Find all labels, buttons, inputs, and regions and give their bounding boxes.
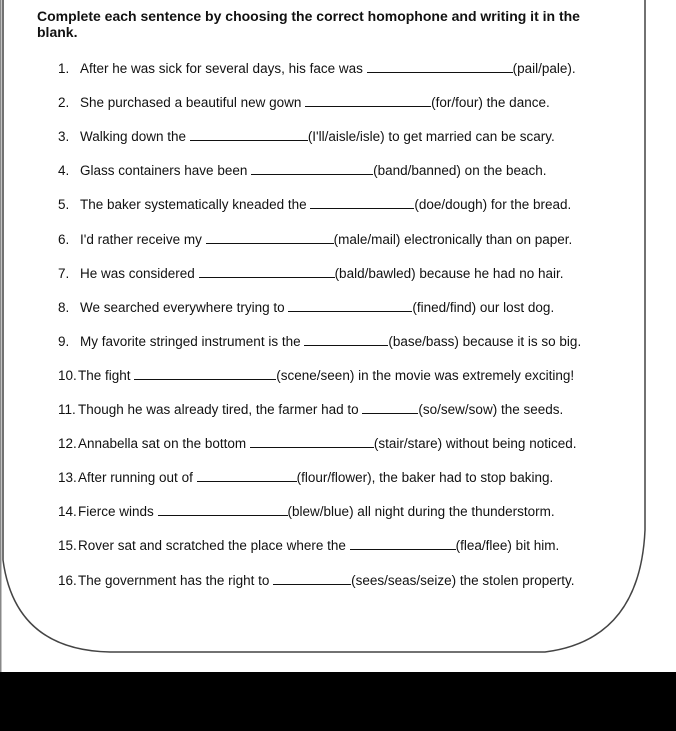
question-number: 12. [58,436,77,452]
question-item [58,299,554,316]
question-number: 9. [58,333,70,349]
question-item [58,503,555,520]
question-number: 10. [58,367,77,383]
homophone-choices: (I'll/aisle/isle) to get married can be scary. [307,129,555,145]
question-item [58,537,559,554]
question-text: After he was sick for several days, his face was [80,61,367,76]
homophone-choices: (male/mail) electronically than on paper. [333,231,573,247]
answer-blank[interactable] [158,503,288,516]
answer-blank[interactable] [190,128,308,141]
question-text: Rover sat and scratched the place where the [78,538,350,554]
question-text: Glass containers have been [80,163,252,179]
question-text: I'd rather receive my [80,231,206,247]
question-item [58,231,572,248]
homophone-choices: (doe/dough) for the bread. [414,197,572,213]
question-item [58,333,581,350]
homophone-choices: (fined/find) our lost dog. [412,299,555,315]
homophone-choices: (for/four) the dance. [431,95,550,111]
question-number: 11. [58,402,76,417]
question-item [58,401,563,418]
question-text: After running out of [78,470,197,486]
homophone-choices: (scene/seen) in the movie was extremely exciting! [276,367,575,383]
homophone-choices: (pail/pale). [512,61,576,76]
question-item [58,367,574,384]
question-number: 7. [58,265,70,281]
question-item [58,265,563,282]
question-item [58,572,574,589]
answer-blank[interactable] [350,537,456,550]
question-number: 8. [58,299,70,315]
homophone-choices: (stair/stare) without being noticed. [373,436,577,452]
question-item [58,128,555,145]
answer-blank[interactable] [310,196,414,209]
homophone-choices: (bald/bawled) because he had no hair. [334,265,564,281]
question-number: 1. [58,61,70,76]
question-number: 5. [58,197,70,213]
answer-blank[interactable] [305,94,431,107]
answer-blank[interactable] [288,299,412,312]
question-item [58,94,550,111]
question-text: The government has the right to [78,572,274,588]
question-number: 14. [58,504,77,520]
homophone-choices: (flour/flower), the baker had to stop baking. [296,470,554,486]
answer-blank[interactable] [206,231,334,244]
question-text: Though he was already tired, the farmer had to [78,402,363,417]
question-item [58,469,553,486]
question-number: 16. [58,572,77,588]
homophone-choices: (flea/flee) bit him. [455,538,560,554]
answer-blank[interactable] [251,162,373,175]
instructions: Complete each sentence by choosing the correct homophone and writing it in the blank. [37,8,580,40]
answer-blank[interactable] [362,401,418,414]
homophone-choices: (blew/blue) all night during the thunderstorm. [287,504,555,520]
answer-blank[interactable] [134,367,276,380]
question-item [58,196,571,213]
homophone-choices: (base/bass) because it is so big. [388,333,582,349]
question-item [58,60,576,77]
question-text: The baker systematically kneaded the [80,197,311,213]
question-text: Fierce winds [78,504,158,520]
question-number: 4. [58,163,70,179]
answer-blank[interactable] [199,265,335,278]
homophone-choices: (sees/seas/seize) the stolen property. [351,572,575,588]
question-text: We searched everywhere trying to [80,299,289,315]
answer-blank[interactable] [304,333,388,346]
answer-blank[interactable] [197,469,297,482]
question-text: She purchased a beautiful new gown [80,95,306,111]
question-text: Walking down the [80,129,190,145]
question-text: Annabella sat on the bottom [78,436,250,452]
question-number: 15. [58,538,77,554]
homophone-choices: (band/banned) on the beach. [373,163,547,179]
answer-blank[interactable] [273,572,351,585]
black-bottom-bar [0,672,676,731]
answer-blank[interactable] [367,60,513,73]
answer-blank[interactable] [250,435,374,448]
homophone-choices: (so/sew/sow) the seeds. [418,402,564,417]
question-number: 13. [58,470,77,486]
question-text: He was considered [80,265,199,281]
question-number: 3. [58,129,70,145]
question-item [58,162,547,179]
question-number: 6. [58,231,70,247]
question-text: The fight [78,367,135,383]
question-item [58,435,576,452]
question-number: 2. [58,95,70,111]
question-text: My favorite stringed instrument is the [80,333,305,349]
